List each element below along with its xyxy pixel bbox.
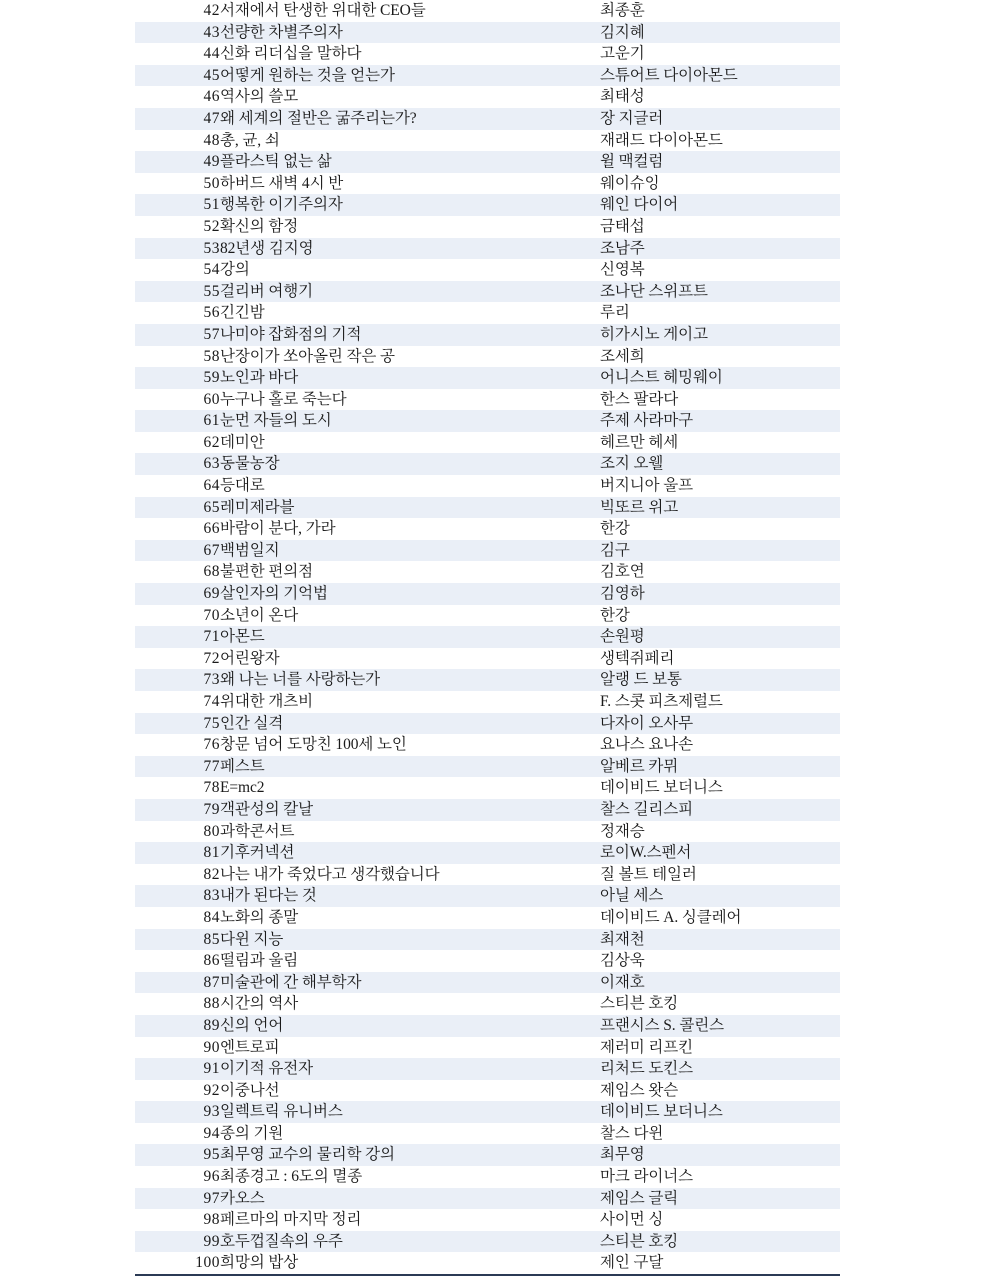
book-title: 소년이 온다 — [220, 605, 600, 627]
book-author: 최재천 — [600, 929, 840, 951]
book-author: 김영하 — [600, 583, 840, 605]
book-title: 일렉트릭 유니버스 — [220, 1101, 600, 1123]
book-author: 알베르 카뮈 — [600, 756, 840, 778]
table-row — [135, 756, 840, 778]
book-title: 선량한 차별주의자 — [220, 22, 600, 44]
table-row — [135, 86, 840, 108]
row-number: 78 — [135, 777, 220, 799]
table-row — [135, 1037, 840, 1059]
table-row — [135, 173, 840, 195]
table-row — [135, 389, 840, 411]
table-row — [135, 302, 840, 324]
book-title: 레미제라블 — [220, 497, 600, 519]
book-title: 떨림과 울림 — [220, 950, 600, 972]
row-number: 54 — [135, 259, 220, 281]
row-number: 48 — [135, 130, 220, 152]
book-author: 빅또르 위고 — [600, 497, 840, 519]
row-number: 49 — [135, 151, 220, 173]
book-title: 페스트 — [220, 756, 600, 778]
book-title: 서재에서 탄생한 위대한 CEO들 — [220, 0, 600, 22]
book-author: 요나스 요나손 — [600, 734, 840, 756]
book-title: 아몬드 — [220, 626, 600, 648]
row-number: 75 — [135, 713, 220, 735]
book-author: 버지니아 울프 — [600, 475, 840, 497]
table-row — [135, 669, 840, 691]
row-number: 94 — [135, 1123, 220, 1145]
book-title: 최무영 교수의 물리학 강의 — [220, 1144, 600, 1166]
book-author: 조남주 — [600, 238, 840, 260]
row-number: 79 — [135, 799, 220, 821]
book-title: 누구나 홀로 죽는다 — [220, 389, 600, 411]
table-row — [135, 1144, 840, 1166]
row-number: 59 — [135, 367, 220, 389]
row-number: 92 — [135, 1080, 220, 1102]
table-row — [135, 432, 840, 454]
row-number: 51 — [135, 194, 220, 216]
table-row — [135, 799, 840, 821]
book-author: 한강 — [600, 605, 840, 627]
table-row — [135, 561, 840, 583]
table-row — [135, 734, 840, 756]
table-row — [135, 691, 840, 713]
book-author: 스티븐 호킹 — [600, 993, 840, 1015]
table-row — [135, 950, 840, 972]
table-row — [135, 821, 840, 843]
book-title: 인간 실격 — [220, 713, 600, 735]
book-author: 스튜어트 다이아몬드 — [600, 65, 840, 87]
book-title: 왜 나는 너를 사랑하는가 — [220, 669, 600, 691]
book-author: 웨인 다이어 — [600, 194, 840, 216]
book-title: 난장이가 쏘아올린 작은 공 — [220, 346, 600, 368]
row-number: 64 — [135, 475, 220, 497]
table-row — [135, 367, 840, 389]
table-row — [135, 777, 840, 799]
table-row — [135, 1123, 840, 1145]
row-number: 47 — [135, 108, 220, 130]
book-author: 최태성 — [600, 86, 840, 108]
book-title: 기후커넥션 — [220, 842, 600, 864]
row-number: 93 — [135, 1101, 220, 1123]
book-author: 김상욱 — [600, 950, 840, 972]
book-title: 백범일지 — [220, 540, 600, 562]
book-title: 역사의 쓸모 — [220, 86, 600, 108]
book-title: 불편한 편의점 — [220, 561, 600, 583]
book-author: 최무영 — [600, 1144, 840, 1166]
book-author: 어니스트 헤밍웨이 — [600, 367, 840, 389]
book-author: 장 지글러 — [600, 108, 840, 130]
book-title: 카오스 — [220, 1188, 600, 1210]
book-title: 행복한 이기주의자 — [220, 194, 600, 216]
row-number: 85 — [135, 929, 220, 951]
book-author: 손원평 — [600, 626, 840, 648]
row-number: 69 — [135, 583, 220, 605]
book-title: 희망의 밥상 — [220, 1252, 600, 1275]
book-title: 눈먼 자들의 도시 — [220, 410, 600, 432]
row-number: 63 — [135, 453, 220, 475]
row-number: 96 — [135, 1166, 220, 1188]
book-author: 리처드 도킨스 — [600, 1058, 840, 1080]
row-number: 97 — [135, 1188, 220, 1210]
table-row — [135, 238, 840, 260]
row-number: 74 — [135, 691, 220, 713]
row-number: 80 — [135, 821, 220, 843]
row-number: 83 — [135, 885, 220, 907]
book-title: 과학콘서트 — [220, 821, 600, 843]
book-title: 내가 된다는 것 — [220, 885, 600, 907]
row-number: 44 — [135, 43, 220, 65]
table-row — [135, 518, 840, 540]
book-author: 히가시노 게이고 — [600, 324, 840, 346]
table-row — [135, 929, 840, 951]
book-title: 강의 — [220, 259, 600, 281]
book-author: 웨이슈잉 — [600, 173, 840, 195]
row-number: 70 — [135, 605, 220, 627]
row-number: 87 — [135, 972, 220, 994]
book-author: 프랜시스 S. 콜린스 — [600, 1015, 840, 1037]
table-row — [135, 907, 840, 929]
book-title: 어린왕자 — [220, 648, 600, 670]
book-author: 김호연 — [600, 561, 840, 583]
table-row — [135, 1209, 840, 1231]
table-row — [135, 972, 840, 994]
book-title: 왜 세계의 절반은 굶주리는가? — [220, 108, 600, 130]
table-row — [135, 281, 840, 303]
book-title: 노화의 종말 — [220, 907, 600, 929]
table-row — [135, 22, 840, 44]
book-author: 제인 구달 — [600, 1252, 840, 1275]
row-number: 57 — [135, 324, 220, 346]
row-number: 65 — [135, 497, 220, 519]
book-title: 노인과 바다 — [220, 367, 600, 389]
book-author: 김지혜 — [600, 22, 840, 44]
table-row — [135, 151, 840, 173]
row-number: 84 — [135, 907, 220, 929]
book-author: 조지 오웰 — [600, 453, 840, 475]
table-row — [135, 864, 840, 886]
book-author: 헤르만 헤세 — [600, 432, 840, 454]
book-title: 엔트로피 — [220, 1037, 600, 1059]
book-author: 다자이 오사무 — [600, 713, 840, 735]
book-title: 동물농장 — [220, 453, 600, 475]
book-title: 창문 넘어 도망친 100세 노인 — [220, 734, 600, 756]
book-author: 데이비드 보더니스 — [600, 777, 840, 799]
book-title: 긴긴밤 — [220, 302, 600, 324]
book-author: 고운기 — [600, 43, 840, 65]
book-title: 신화 리더십을 말하다 — [220, 43, 600, 65]
book-title: 나는 내가 죽었다고 생각했습니다 — [220, 864, 600, 886]
table-row — [135, 1058, 840, 1080]
table-row — [135, 475, 840, 497]
table-row — [135, 216, 840, 238]
table-row — [135, 648, 840, 670]
book-author: 찰스 다윈 — [600, 1123, 840, 1145]
book-author: 조세희 — [600, 346, 840, 368]
table-row — [135, 1231, 840, 1253]
book-author: 찰스 길리스피 — [600, 799, 840, 821]
table-row — [135, 0, 840, 22]
book-title: 나미야 잡화점의 기적 — [220, 324, 600, 346]
book-author: 스티븐 호킹 — [600, 1231, 840, 1253]
book-author: 김구 — [600, 540, 840, 562]
book-title: 미술관에 간 해부학자 — [220, 972, 600, 994]
table-row — [135, 1166, 840, 1188]
table-row — [135, 1080, 840, 1102]
row-number: 95 — [135, 1144, 220, 1166]
row-number: 58 — [135, 346, 220, 368]
book-title: 최종경고 : 6도의 멸종 — [220, 1166, 600, 1188]
book-author: 제임스 왓슨 — [600, 1080, 840, 1102]
row-number: 67 — [135, 540, 220, 562]
table-row — [135, 1252, 840, 1275]
table-row — [135, 1101, 840, 1123]
row-number: 72 — [135, 648, 220, 670]
row-number: 60 — [135, 389, 220, 411]
row-number: 86 — [135, 950, 220, 972]
book-title: 위대한 개츠비 — [220, 691, 600, 713]
row-number: 45 — [135, 65, 220, 87]
book-author: 윌 맥컬럼 — [600, 151, 840, 173]
book-title: 페르마의 마지막 정리 — [220, 1209, 600, 1231]
table-row — [135, 583, 840, 605]
table-row — [135, 410, 840, 432]
book-title: 살인자의 기억법 — [220, 583, 600, 605]
row-number: 66 — [135, 518, 220, 540]
row-number: 98 — [135, 1209, 220, 1231]
book-title: 호두껍질속의 우주 — [220, 1231, 600, 1253]
row-number: 89 — [135, 1015, 220, 1037]
book-author: 금태섭 — [600, 216, 840, 238]
book-title: 객관성의 칼날 — [220, 799, 600, 821]
row-number: 71 — [135, 626, 220, 648]
table-row — [135, 605, 840, 627]
table-row — [135, 324, 840, 346]
book-author: 이재호 — [600, 972, 840, 994]
book-title: 이중나선 — [220, 1080, 600, 1102]
book-title: 신의 언어 — [220, 1015, 600, 1037]
book-title: 걸리버 여행기 — [220, 281, 600, 303]
table-row — [135, 194, 840, 216]
row-number: 88 — [135, 993, 220, 1015]
book-author: 로이W.스펜서 — [600, 842, 840, 864]
table-row — [135, 346, 840, 368]
row-number: 73 — [135, 669, 220, 691]
book-author: 데이비드 A. 싱클레어 — [600, 907, 840, 929]
table-row — [135, 1015, 840, 1037]
table-row — [135, 713, 840, 735]
table-row — [135, 259, 840, 281]
book-title: 어떻게 원하는 것을 얻는가 — [220, 65, 600, 87]
row-number: 81 — [135, 842, 220, 864]
book-author: 마크 라이너스 — [600, 1166, 840, 1188]
book-author: 주제 사라마구 — [600, 410, 840, 432]
row-number: 55 — [135, 281, 220, 303]
table-row — [135, 108, 840, 130]
row-number: 68 — [135, 561, 220, 583]
book-author: 한스 팔라다 — [600, 389, 840, 411]
book-author: 한강 — [600, 518, 840, 540]
book-title: 바람이 분다, 가라 — [220, 518, 600, 540]
row-number: 61 — [135, 410, 220, 432]
book-list-body — [135, 0, 840, 1275]
book-title: 시간의 역사 — [220, 993, 600, 1015]
book-author: 재래드 다이아몬드 — [600, 130, 840, 152]
table-row — [135, 43, 840, 65]
table-row — [135, 540, 840, 562]
book-title: 플라스틱 없는 삶 — [220, 151, 600, 173]
table-row — [135, 993, 840, 1015]
row-number: 100 — [135, 1252, 220, 1275]
table-row — [135, 497, 840, 519]
table-row — [135, 885, 840, 907]
book-author: 정재승 — [600, 821, 840, 843]
book-title: 종의 기원 — [220, 1123, 600, 1145]
row-number: 77 — [135, 756, 220, 778]
row-number: 50 — [135, 173, 220, 195]
row-number: 42 — [135, 0, 220, 22]
table-row — [135, 842, 840, 864]
row-number: 43 — [135, 22, 220, 44]
book-author: 루리 — [600, 302, 840, 324]
book-title: 등대로 — [220, 475, 600, 497]
book-title: 총, 균, 쇠 — [220, 130, 600, 152]
table-row — [135, 453, 840, 475]
row-number: 52 — [135, 216, 220, 238]
book-author: 데이비드 보더니스 — [600, 1101, 840, 1123]
row-number: 62 — [135, 432, 220, 454]
book-author: F. 스콧 피츠제럴드 — [600, 691, 840, 713]
book-author: 생텍쥐페리 — [600, 648, 840, 670]
book-author: 알랭 드 보통 — [600, 669, 840, 691]
table-row — [135, 130, 840, 152]
book-title: 확신의 함정 — [220, 216, 600, 238]
row-number: 56 — [135, 302, 220, 324]
book-title: 다윈 지능 — [220, 929, 600, 951]
row-number: 76 — [135, 734, 220, 756]
book-author: 질 볼트 테일러 — [600, 864, 840, 886]
book-title: 하버드 새벽 4시 반 — [220, 173, 600, 195]
book-title: 데미안 — [220, 432, 600, 454]
book-author: 최종훈 — [600, 0, 840, 22]
table-row — [135, 1188, 840, 1210]
book-author: 아닐 세스 — [600, 885, 840, 907]
book-author: 제임스 글릭 — [600, 1188, 840, 1210]
book-author: 신영복 — [600, 259, 840, 281]
book-title: E=mc2 — [220, 777, 600, 799]
book-title: 82년생 김지영 — [220, 238, 600, 260]
row-number: 90 — [135, 1037, 220, 1059]
table-row — [135, 626, 840, 648]
book-author: 사이먼 싱 — [600, 1209, 840, 1231]
row-number: 99 — [135, 1231, 220, 1253]
row-number: 53 — [135, 238, 220, 260]
row-number: 46 — [135, 86, 220, 108]
table-row — [135, 65, 840, 87]
book-title: 이기적 유전자 — [220, 1058, 600, 1080]
book-list-table — [135, 0, 840, 1276]
book-author: 조나단 스위프트 — [600, 281, 840, 303]
row-number: 91 — [135, 1058, 220, 1080]
row-number: 82 — [135, 864, 220, 886]
book-author: 제러미 리프킨 — [600, 1037, 840, 1059]
